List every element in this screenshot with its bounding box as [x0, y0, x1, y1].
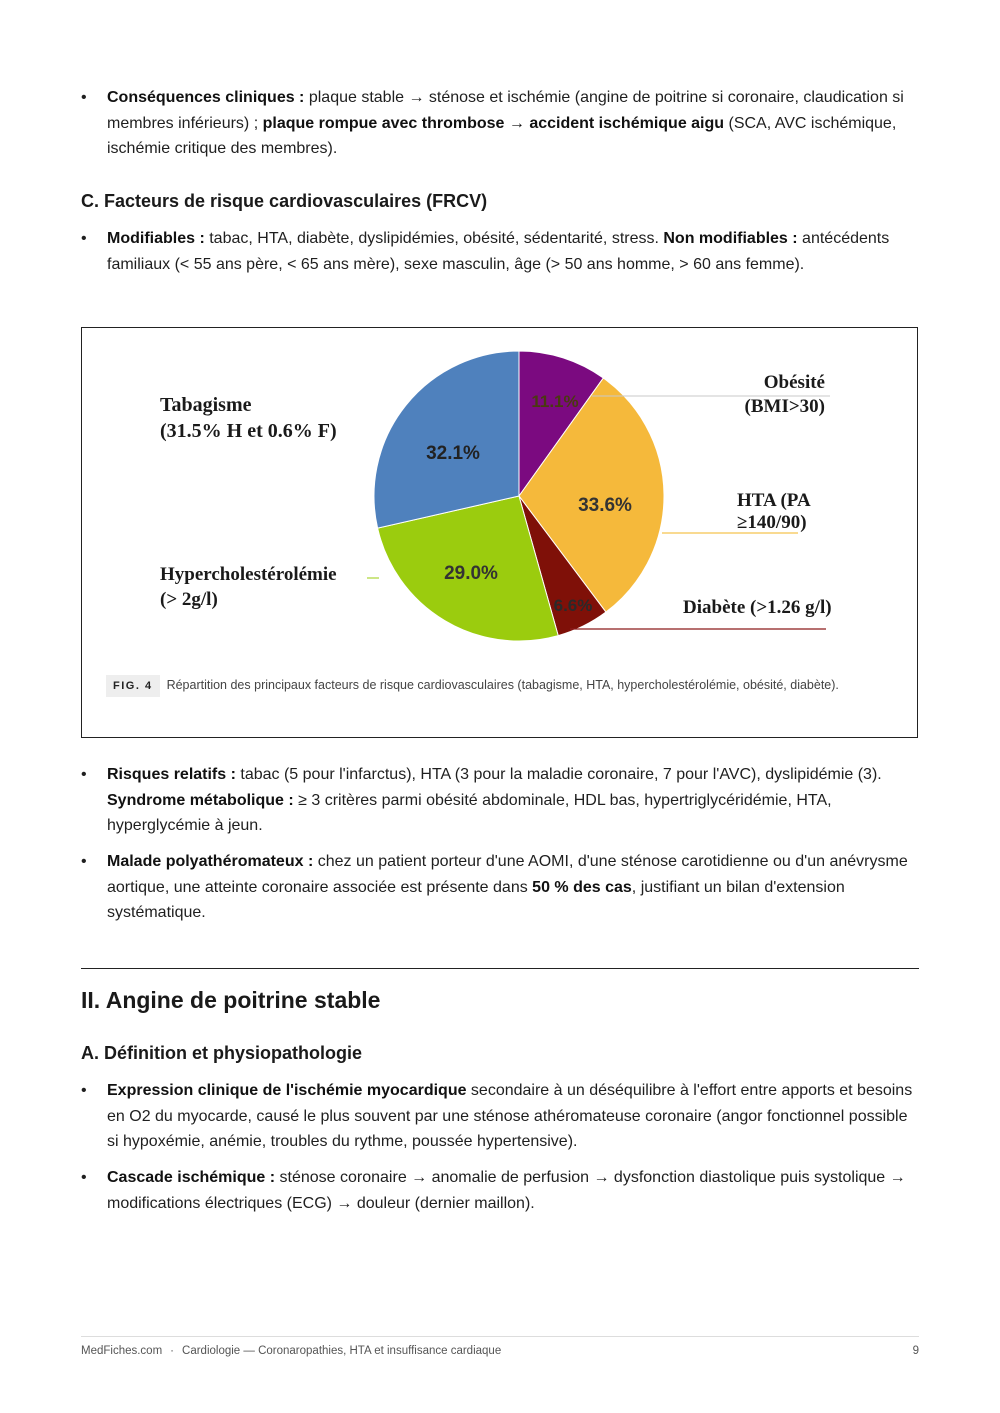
bullet-text: antécédents familiaux (< 55 ans père, < 65 ans mère), sexe masculin, âge (> 50 ans homme, > 60 ans femme). [107, 230, 890, 273]
label-obesite-l2: (BMI>30) [744, 396, 825, 417]
footer-site: MedFiches.com [81, 1345, 163, 1357]
slice-label-chol: 29.0% [444, 563, 498, 584]
bullet-text: plaque stable → sténose et ischémie (angine de poitrine si coronaire, claudication si membres inférieurs) ; [107, 89, 904, 132]
section-ii-heading: II. Angine de poitrine stable [81, 987, 381, 1013]
bullet-text: tabac, HTA, diabète, dyslipidémies, obésité, sédentarité, stress. [204, 230, 664, 247]
bold-term: 50 % des cas [532, 878, 632, 896]
bullet-modifiables [81, 226, 919, 277]
bullet-text: chez un patient porteur d'une AOMI, d'une sténose carotidienne ou d'un anévrysme aortique, une atteinte coronaire associée est présente dans [107, 853, 908, 896]
bold-term: Malade polyathéromateux : [107, 853, 314, 870]
footer-left [81, 1345, 501, 1357]
bullet-text: tabac (5 pour l'infarctus), HTA (3 pour la maladie coronaire, 7 pour l'AVC), dyslipidémie (3). [235, 766, 882, 783]
pie-chart [82, 328, 917, 668]
figure-caption [106, 675, 886, 697]
label-tabagisme-l2: (31.5% H et 0.6% F) [160, 420, 337, 442]
bullet-marker: • [81, 89, 87, 106]
bullet-polyathero [81, 849, 919, 926]
figure-tag: FIG. 4 [106, 675, 160, 697]
bold-term: Conséquences cliniques : [107, 89, 305, 106]
bullet-text: secondaire à un déséquilibre à l'effort entre apports et besoins en O2 du myocarde, causé le plus souvent par une sténose athéromateuse coronaire (angor fonctionnel possible si hypoxémie, anémie, troubles du rythme, poussée hypertensive). [107, 1082, 913, 1150]
bullet-text: sténose coronaire → anomalie de perfusion → dysfonction diastolique puis systolique → modifications électriques (ECG) → douleur (dernier maillon). [107, 1169, 906, 1212]
slice-label-hta: 33.6% [578, 495, 632, 516]
bold-term: Expression clinique de l'ischémie myocardique [107, 1082, 467, 1099]
label-tabagisme-l1: Tabagisme [160, 394, 252, 416]
bold-term: plaque rompue avec thrombose → accident ischémique aigu [262, 114, 725, 132]
footer-chapter: Cardiologie — Coronaropathies, HTA et insuffisance cardiaque [182, 1345, 502, 1357]
section-divider [81, 968, 919, 969]
bullet-cascade [81, 1165, 919, 1216]
bold-term: Cascade ischémique : [107, 1169, 276, 1186]
bullet-expression [81, 1078, 919, 1155]
slice-label-obesite: 11.1% [531, 392, 579, 411]
footer-separator: · [170, 1345, 175, 1357]
slice-label-diabete: 6.6% [553, 596, 593, 615]
slice-label-tabagisme: 32.1% [426, 443, 480, 464]
label-hta-l2: ≥140/90) [737, 512, 807, 533]
bullet-marker: • [81, 230, 87, 247]
label-hta-l1: HTA (PA [737, 490, 811, 511]
bullet-risques-relatifs [81, 762, 919, 839]
bold-term: Non modifiables : [663, 230, 798, 247]
bullet-text: ≥ 3 critères parmi obésité abdominale, HDL bas, hypertriglycéridémie, HTA, hyperglycémie à jeun. [107, 791, 832, 834]
section-ii-a-heading: A. Définition et physiopathologie [81, 1043, 362, 1063]
page-footer [81, 1336, 919, 1357]
label-chol-l1: Hypercholestérolémie [160, 564, 337, 585]
bold-term: Syndrome métabolique : [107, 791, 294, 809]
figure-frcv [81, 327, 918, 738]
label-diabete: Diabète (>1.26 g/l) [683, 597, 832, 618]
bullet-text: (SCA, AVC ischémique, ischémie critique des membres). [107, 114, 897, 157]
caption-text: Répartition des principaux facteurs de risque cardiovasculaires (tabagisme, HTA, hypercholestérolémie, obésité, diabète). [166, 678, 839, 692]
label-obesite-l1: Obésité [763, 372, 825, 393]
label-chol-l2: (> 2g/l) [160, 589, 218, 610]
bold-term: Risques relatifs : [107, 766, 236, 783]
bullet-text: , justifiant un bilan d'extension systématique. [107, 878, 845, 921]
section-c-heading: C. Facteurs de risque cardiovasculaires (FRCV) [81, 191, 488, 211]
footer-page-number: 9 [912, 1345, 919, 1357]
bullet-marker: • [81, 853, 87, 870]
bullet-consequences [81, 85, 919, 162]
bullet-marker: • [81, 1082, 87, 1099]
bullet-marker: • [81, 1169, 87, 1186]
bold-term: Modifiables : [107, 230, 205, 247]
bullet-marker: • [81, 766, 87, 783]
